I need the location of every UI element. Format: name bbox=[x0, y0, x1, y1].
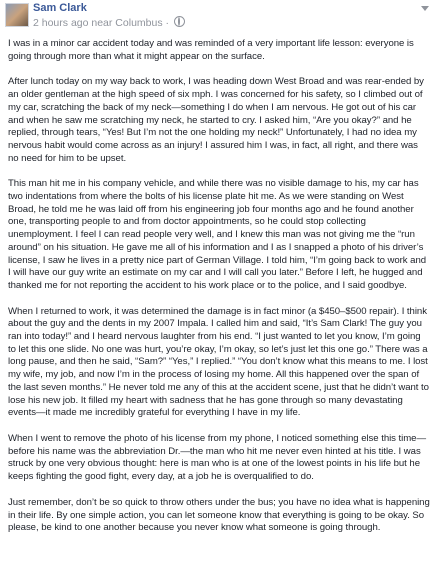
post-paragraph: When I went to remove the photo of his license from my phone, I noticed something else this time—before his name was the abbreviation Dr.—the man who hit me never even hinted at his title. I was struck by one very obvious thought: here is man who is at one of the lowest points in his life but he keeps fighting the good fight, every day, at a job he is overqualified to do. bbox=[8, 432, 427, 483]
post-paragraph: This man hit me in his company vehicle, and while there was no visible damage to his, my car has two indentations from where the bolts of his license plate hit me. As we were standing on West Broad, he told me he was laid off from his engineering job four months ago and he found another one, transporting people to and from doctor appointments, so he could stop collecting unemployment. I feel I can read people very well, and I knew this man was not giving me the “run around” on his situation. He gave me all of his information and I as I snapped a photo of his driver’s license, I saw he lives in a pretty nice part of German Village. I told him, “I’m going back to work and I will have our guy write an estimate on my car and I will call you later.” Before I left, he hugged and thanked me for not reporting the accident to his work place or to the police, and I said goodbye. bbox=[8, 178, 427, 291]
post-paragraph: After lunch today on my way back to work, I was heading down West Broad and was rear-ended by an older gentleman at the high speed of six mph. I was concerned for his safety, so I climbed out of my car, scratching the back of my neck—something I do when I am nervous. He got out of his car and when he saw me scratching my neck, he started to cry. I asked him, “Are you okay?” and he replied, through tears, “Yes! But I’m not the one holding my neck!” Unfortunately, I had no idea my nervous habit would come across as an injury! I assured him I was, in fact, all right, and there was no need for him to be upset. bbox=[8, 76, 424, 164]
author-name-link[interactable]: Sam Clark bbox=[33, 2, 87, 14]
post-paragraph: When I returned to work, it was determined the damage is in fact minor (a $450–$500 repair). I think about the guy and the dents in my 2007 Impala. I called him and said, “It’s Sam Clark! The guy you ran into today!” and I heard nervous laughter from his end. “I just wanted to let you know, I’m going to let this one slide. No one was hurt, you’re okay, I’m okay, so let’s just let this one go.” There was a long pause, and then he said, “Sam?” “Yes,” I replied.” “You don’t know what this means to me. I lost my wife, my job, and now I’m in the process of losing my home. All this happened over the span of the last seven months.” He never told me any of this at the accident scene, just that he didn’t want to lose his new job. It filled my heart with sadness that he has gone through so many devastating events—it made me incredibly grateful for everything I have in my life. bbox=[8, 305, 429, 419]
post-timestamp-location[interactable]: 2 hours ago near Columbus · bbox=[33, 17, 172, 29]
chevron-down-icon[interactable] bbox=[421, 6, 429, 11]
post-paragraph: I was in a minor car accident today and was reminded of a very important life lesson: everyone is going through more than what it might appear on the surface. bbox=[8, 38, 414, 62]
post-body bbox=[0, 38, 437, 535]
avatar[interactable] bbox=[5, 3, 29, 27]
post-paragraph: Just remember, don’t be so quick to throw others under the bus; you have no idea what is happening in their life. By one simple action, you can let someone know that everything is going to be okay. So please, be kind to one another because you never know what someone is going through. bbox=[8, 496, 430, 534]
post-header bbox=[0, 0, 437, 38]
globe-icon bbox=[174, 16, 185, 27]
post-meta bbox=[33, 16, 185, 29]
